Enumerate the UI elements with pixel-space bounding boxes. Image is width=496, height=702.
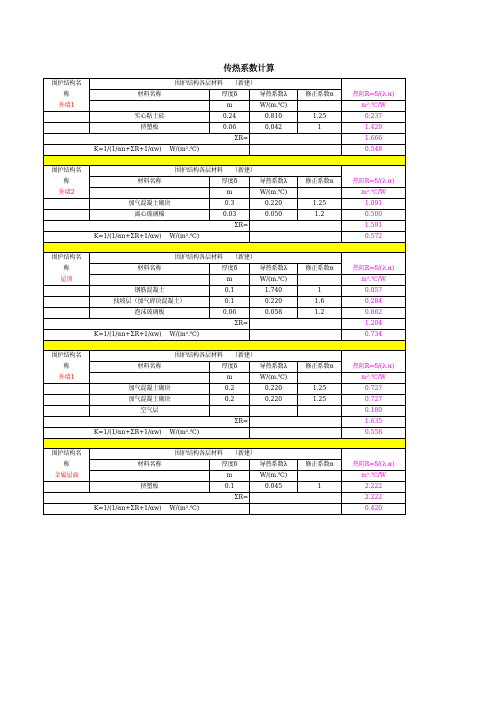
material-row — [44, 406, 406, 417]
block-label[interactable]: 围护结构名 — [44, 351, 90, 362]
resistance-value[interactable]: 0.727 — [342, 384, 406, 395]
conductivity-value[interactable]: 0.220 — [250, 395, 298, 406]
separator-cell[interactable] — [44, 156, 406, 166]
material-row — [44, 112, 406, 123]
sum-blank[interactable] — [250, 417, 342, 428]
unit-blank[interactable] — [90, 275, 210, 286]
k-blank[interactable] — [250, 428, 342, 439]
k-value[interactable]: 0.420 — [342, 504, 406, 515]
material-name[interactable]: 挤塑板 — [90, 482, 210, 493]
conductivity-value[interactable]: 0.042 — [250, 123, 298, 134]
sum-blank[interactable] — [250, 319, 342, 330]
block-label-cont[interactable]: 称 — [44, 90, 90, 101]
row-blank[interactable] — [44, 308, 90, 319]
block-name[interactable]: 屋顶 — [44, 275, 90, 286]
separator-row — [44, 439, 406, 449]
resistance-header-blank[interactable] — [342, 351, 406, 362]
row-blank[interactable] — [44, 286, 90, 297]
col-material-header[interactable]: 材料名称 — [90, 362, 210, 373]
resistance-value[interactable]: 0.180 — [342, 406, 406, 417]
block-header-row — [44, 79, 406, 90]
correction-value[interactable]: 1 — [298, 286, 342, 297]
conductivity-value[interactable]: 0.058 — [250, 308, 298, 319]
resistance-value[interactable]: 2.222 — [342, 482, 406, 493]
block-header-row — [44, 166, 406, 177]
col-conductivity-header[interactable]: 导热系数λ — [250, 460, 298, 471]
k-blank[interactable] — [250, 330, 342, 341]
block-name[interactable]: 金属屋面 — [44, 471, 90, 482]
sum-label[interactable]: ΣR= — [44, 319, 250, 330]
k-formula-text: K=1/(1/αn+ΣR+1/αw) — [93, 146, 162, 153]
group-header[interactable]: 围护结构各层材料 （新建） — [90, 79, 342, 90]
resistance-value[interactable]: 0.284 — [342, 297, 406, 308]
block-name[interactable]: 外墙1 — [44, 373, 90, 384]
k-unit-text: W/(m².℃) — [169, 505, 200, 512]
resistance-header-blank[interactable] — [342, 253, 406, 264]
separator-row — [44, 341, 406, 351]
block-header-row — [44, 90, 406, 101]
k-row — [44, 504, 406, 515]
unit-resistance[interactable]: m².℃/W — [342, 275, 406, 286]
block-name[interactable]: 外墙1 — [44, 101, 90, 112]
sum-blank[interactable] — [250, 493, 342, 504]
conductivity-value[interactable]: 1.740 — [250, 286, 298, 297]
thickness-value[interactable]: 0.03 — [210, 210, 250, 221]
unit-blank[interactable] — [298, 471, 342, 482]
sum-value[interactable]: 1.591 — [342, 221, 406, 232]
k-value[interactable]: 0.572 — [342, 232, 406, 243]
sheet-title: 传热系数计算 — [223, 64, 275, 74]
col-thickness-header[interactable]: 厚度δ — [210, 90, 250, 101]
col-conductivity-header[interactable]: 导热系数λ — [250, 264, 298, 275]
block-header-row — [44, 460, 406, 471]
block-label[interactable]: 围护结构名 — [44, 449, 90, 460]
col-thickness-header[interactable]: 厚度δ — [210, 460, 250, 471]
sum-row — [44, 221, 406, 232]
conductivity-value[interactable]: 0.220 — [250, 297, 298, 308]
unit-row — [44, 471, 406, 482]
sum-label[interactable]: ΣR= — [44, 134, 250, 145]
material-name[interactable]: 泡沫玻璃板 — [90, 308, 210, 319]
col-thickness-header[interactable]: 厚度δ — [210, 177, 250, 188]
separator-cell[interactable] — [44, 341, 406, 351]
unit-row — [44, 188, 406, 199]
unit-conductivity[interactable]: W/(m.℃) — [250, 101, 298, 112]
row-blank[interactable] — [44, 395, 90, 406]
row-blank[interactable] — [44, 406, 90, 417]
thickness-value[interactable]: 0.2 — [210, 395, 250, 406]
thickness-value[interactable]: 0.1 — [210, 482, 250, 493]
resistance-value[interactable]: 0.057 — [342, 286, 406, 297]
material-name[interactable]: 加气混凝土砌块 — [90, 384, 210, 395]
correction-value[interactable]: 1 — [298, 123, 342, 134]
separator-cell[interactable] — [44, 439, 406, 449]
conductivity-value[interactable]: 0.050 — [250, 210, 298, 221]
unit-blank[interactable] — [90, 188, 210, 199]
block-header-row — [44, 177, 406, 188]
k-formula[interactable] — [44, 504, 250, 515]
unit-row — [44, 373, 406, 384]
k-unit-text: W/(m².℃) — [169, 331, 200, 338]
col-resistance-header[interactable]: 热阻R=δ/(λ.α) — [342, 177, 406, 188]
block-label[interactable]: 围护结构名 — [44, 79, 90, 90]
sum-value[interactable]: 2.222 — [342, 493, 406, 504]
heat-transfer-table — [43, 78, 406, 515]
material-name[interactable]: 离心玻璃棉 — [90, 210, 210, 221]
unit-thickness[interactable]: m — [210, 471, 250, 482]
row-blank[interactable] — [44, 297, 90, 308]
material-name[interactable]: 加气混凝土砌块 — [90, 395, 210, 406]
unit-thickness[interactable]: m — [210, 275, 250, 286]
k-value[interactable]: 0.734 — [342, 330, 406, 341]
resistance-value[interactable]: 0.862 — [342, 308, 406, 319]
resistance-header-blank[interactable] — [342, 449, 406, 460]
unit-blank[interactable] — [90, 373, 210, 384]
resistance-value[interactable]: 1.091 — [342, 199, 406, 210]
k-formula-text: K=1/(1/αn+ΣR+1/αw) — [93, 429, 162, 436]
block-label-cont[interactable]: 称 — [44, 177, 90, 188]
thickness-value[interactable]: 0.2 — [210, 384, 250, 395]
thickness-value[interactable]: 0.1 — [210, 286, 250, 297]
group-header[interactable]: 围护结构各层材料 （新建） — [90, 253, 342, 264]
col-correction-header[interactable]: 修正系数α — [298, 362, 342, 373]
material-row — [44, 482, 406, 493]
k-formula[interactable] — [44, 232, 250, 243]
col-correction-header[interactable]: 修正系数α — [298, 90, 342, 101]
unit-thickness[interactable]: m — [210, 101, 250, 112]
material-name[interactable]: 钢筋混凝土 — [90, 286, 210, 297]
col-correction-header[interactable]: 修正系数α — [298, 177, 342, 188]
separator-row — [44, 243, 406, 253]
k-row — [44, 232, 406, 243]
sum-label[interactable]: ΣR= — [44, 417, 250, 428]
k-unit-text: W/(m².℃) — [169, 146, 200, 153]
material-name[interactable]: 空气层 — [90, 406, 210, 417]
row-blank[interactable] — [44, 482, 90, 493]
col-resistance-header[interactable]: 热阻R=δ/(λ.α) — [342, 460, 406, 471]
k-row — [44, 428, 406, 439]
unit-resistance[interactable]: m².℃/W — [342, 188, 406, 199]
resistance-value[interactable]: 0.237 — [342, 112, 406, 123]
sum-row — [44, 493, 406, 504]
sum-row — [44, 417, 406, 428]
correction-value[interactable]: 1.2 — [298, 210, 342, 221]
k-formula-text: K=1/(1/αn+ΣR+1/αw) — [93, 505, 162, 512]
unit-thickness[interactable]: m — [210, 373, 250, 384]
block-name[interactable]: 外墙2 — [44, 188, 90, 199]
thickness-value[interactable] — [210, 406, 250, 417]
col-thickness-header[interactable]: 厚度δ — [210, 362, 250, 373]
unit-conductivity[interactable]: W/(m.℃) — [250, 188, 298, 199]
sum-value[interactable]: 1.635 — [342, 417, 406, 428]
material-name[interactable]: 加气混凝土砌块 — [90, 199, 210, 210]
material-row — [44, 395, 406, 406]
unit-blank[interactable] — [298, 101, 342, 112]
block-header-row — [44, 449, 406, 460]
thickness-value[interactable]: 0.06 — [210, 123, 250, 134]
col-resistance-header[interactable]: 热阻R=δ/(λ.α) — [342, 362, 406, 373]
col-thickness-header[interactable]: 厚度δ — [210, 264, 250, 275]
material-row — [44, 199, 406, 210]
correction-value[interactable]: 1.6 — [298, 297, 342, 308]
col-resistance-header[interactable]: 热阻R=δ/(λ.α) — [342, 264, 406, 275]
material-row — [44, 384, 406, 395]
sum-row — [44, 134, 406, 145]
row-blank[interactable] — [44, 384, 90, 395]
resistance-value[interactable]: 0.500 — [342, 210, 406, 221]
unit-conductivity[interactable]: W/(m.℃) — [250, 373, 298, 384]
material-name[interactable]: 找坡层（加气碎块混凝土） — [90, 297, 210, 308]
col-conductivity-header[interactable]: 导热系数λ — [250, 362, 298, 373]
conductivity-value[interactable]: 0.810 — [250, 112, 298, 123]
block-header-row — [44, 351, 406, 362]
thickness-value[interactable]: 0.24 — [210, 112, 250, 123]
col-material-header[interactable]: 材料名称 — [90, 460, 210, 471]
unit-blank[interactable] — [90, 471, 210, 482]
material-row — [44, 286, 406, 297]
conductivity-value[interactable] — [250, 406, 298, 417]
correction-value[interactable]: 1.25 — [298, 199, 342, 210]
unit-blank[interactable] — [90, 101, 210, 112]
sum-blank[interactable] — [250, 221, 342, 232]
spreadsheet — [43, 60, 405, 515]
correction-value[interactable]: 1.25 — [298, 112, 342, 123]
group-header[interactable]: 围护结构各层材料 （新建） — [90, 166, 342, 177]
col-material-header[interactable]: 材料名称 — [90, 90, 210, 101]
k-formula-text: K=1/(1/αn+ΣR+1/αw) — [93, 331, 162, 338]
k-value[interactable]: 0.548 — [342, 145, 406, 156]
sum-value[interactable]: 1.666 — [342, 134, 406, 145]
unit-row — [44, 275, 406, 286]
resistance-value[interactable]: 0.727 — [342, 395, 406, 406]
separator-cell[interactable] — [44, 243, 406, 253]
block-header-row — [44, 253, 406, 264]
conductivity-value[interactable]: 0.045 — [250, 482, 298, 493]
conductivity-value[interactable]: 0.220 — [250, 199, 298, 210]
k-formula[interactable] — [44, 330, 250, 341]
sum-value[interactable]: 1.204 — [342, 319, 406, 330]
material-row — [44, 297, 406, 308]
sum-label[interactable]: ΣR= — [44, 493, 250, 504]
material-row — [44, 123, 406, 134]
k-blank[interactable] — [250, 232, 342, 243]
unit-thickness[interactable]: m — [210, 188, 250, 199]
row-blank[interactable] — [44, 123, 90, 134]
unit-resistance[interactable]: m².℃/W — [342, 471, 406, 482]
col-material-header[interactable]: 材料名称 — [90, 177, 210, 188]
col-conductivity-header[interactable]: 导热系数λ — [250, 177, 298, 188]
resistance-header-blank[interactable] — [342, 166, 406, 177]
k-formula[interactable] — [44, 428, 250, 439]
thickness-value[interactable]: 0.3 — [210, 199, 250, 210]
unit-blank[interactable] — [298, 373, 342, 384]
conductivity-value[interactable]: 0.220 — [250, 384, 298, 395]
correction-value[interactable]: 1.25 — [298, 395, 342, 406]
col-conductivity-header[interactable]: 导热系数λ — [250, 90, 298, 101]
k-formula[interactable] — [44, 145, 250, 156]
col-material-header[interactable]: 材料名称 — [90, 264, 210, 275]
material-name[interactable]: 挤塑板 — [90, 123, 210, 134]
col-correction-header[interactable]: 修正系数α — [298, 460, 342, 471]
row-blank[interactable] — [44, 112, 90, 123]
unit-conductivity[interactable]: W/(m.℃) — [250, 275, 298, 286]
sum-label[interactable]: ΣR= — [44, 221, 250, 232]
block-label-cont[interactable]: 称 — [44, 460, 90, 471]
thickness-value[interactable]: 0.1 — [210, 297, 250, 308]
unit-blank[interactable] — [298, 188, 342, 199]
row-blank[interactable] — [44, 199, 90, 210]
group-header[interactable]: 围护结构各层材料 （新建） — [90, 351, 342, 362]
k-row — [44, 330, 406, 341]
k-blank[interactable] — [250, 504, 342, 515]
resistance-value[interactable]: 1.429 — [342, 123, 406, 134]
material-row — [44, 308, 406, 319]
correction-value[interactable]: 1.2 — [298, 308, 342, 319]
thickness-value[interactable]: 0.06 — [210, 308, 250, 319]
block-header-row — [44, 362, 406, 373]
col-correction-header[interactable]: 修正系数α — [298, 264, 342, 275]
k-blank[interactable] — [250, 145, 342, 156]
correction-value[interactable] — [298, 406, 342, 417]
separator-row — [44, 156, 406, 166]
correction-value[interactable]: 1.25 — [298, 384, 342, 395]
sum-blank[interactable] — [250, 134, 342, 145]
material-name[interactable]: 实心粘土砖 — [90, 112, 210, 123]
block-label[interactable]: 围护结构名 — [44, 166, 90, 177]
sum-row — [44, 319, 406, 330]
unit-blank[interactable] — [298, 275, 342, 286]
row-blank[interactable] — [44, 210, 90, 221]
block-label[interactable]: 围护结构名 — [44, 253, 90, 264]
block-label-cont[interactable]: 称 — [44, 264, 90, 275]
unit-conductivity[interactable]: W/(m.℃) — [250, 471, 298, 482]
k-unit-text: W/(m².℃) — [169, 233, 200, 240]
material-row — [44, 210, 406, 221]
unit-resistance[interactable]: m².℃/W — [342, 373, 406, 384]
k-row — [44, 145, 406, 156]
block-header-row — [44, 264, 406, 275]
k-unit-text: W/(m².℃) — [169, 429, 200, 436]
col-resistance-header[interactable]: 热阻R=δ/(λ.α) — [342, 90, 406, 101]
k-formula-text: K=1/(1/αn+ΣR+1/αw) — [93, 233, 162, 240]
unit-resistance[interactable]: m².℃/W — [342, 101, 406, 112]
group-header[interactable]: 围护结构各层材料 （新建） — [90, 449, 342, 460]
correction-value[interactable]: 1 — [298, 482, 342, 493]
unit-row — [44, 101, 406, 112]
k-value[interactable]: 0.558 — [342, 428, 406, 439]
block-label-cont[interactable]: 称 — [44, 362, 90, 373]
resistance-header-blank[interactable] — [342, 79, 406, 90]
